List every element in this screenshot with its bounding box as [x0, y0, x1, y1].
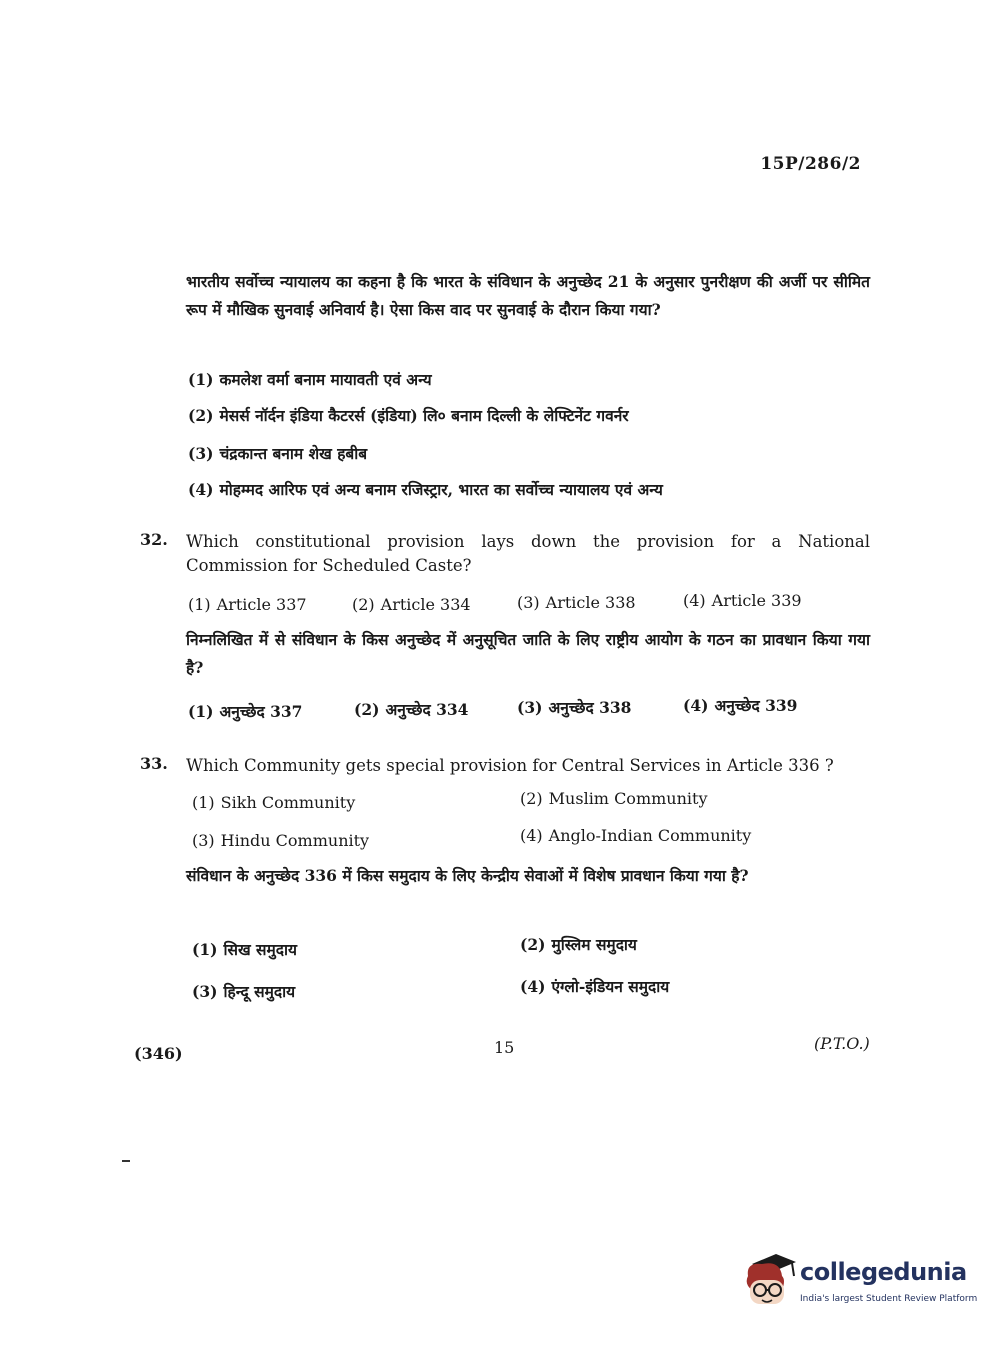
mascot-icon	[742, 1250, 798, 1314]
q31-option-4: (4) मोहम्मद आरिफ एवं अन्य बनाम रजिस्ट्रार, भारत का सर्वोच्च न्यायालय एवं अन्य	[188, 480, 663, 499]
q32-en-option-1: (1) Article 337	[188, 595, 307, 614]
question-32-hindi	[186, 626, 870, 682]
q31-option-3: (3) चंद्रकान्त बनाम शेख हबीब	[188, 444, 368, 463]
question-33-hi-text: संविधान के अनुच्छेद 336 में किस समुदाय के लिए केन्द्रीय सेवाओं में विशेष प्रावधान किया गया है?	[186, 866, 749, 885]
page-number: 15	[494, 1038, 515, 1057]
q33-hi-option-1: (1) सिख समुदाय	[192, 940, 298, 959]
question-33-en-text: Which Community gets special provision for Central Services in Article 336 ?	[186, 756, 834, 775]
question-32-number: 32.	[140, 530, 168, 549]
pto-label: (P.T.O.)	[814, 1034, 870, 1053]
q32-en-option-2: (2) Article 334	[352, 595, 471, 614]
q33-hi-option-3: (3) हिन्दू समुदाय	[192, 982, 296, 1001]
q33-hi-option-2: (2) मुस्लिम समुदाय	[520, 935, 637, 954]
question-33-hindi	[186, 862, 870, 890]
q33-en-option-2: (2) Muslim Community	[520, 789, 708, 808]
logo-tagline: India's largest Student Review Platform	[800, 1294, 978, 1304]
q32-en-option-4: (4) Article 339	[683, 591, 802, 610]
collegedunia-logo	[742, 1250, 978, 1314]
logo-name: collegedunia	[800, 1258, 967, 1286]
q32-hi-option-3: (3) अनुच्छेद 338	[517, 698, 632, 717]
q32-en-option-3: (3) Article 338	[517, 593, 636, 612]
q33-en-option-4: (4) Anglo-Indian Community	[520, 826, 752, 845]
footer-code: (346)	[134, 1044, 183, 1063]
q32-hi-option-1: (1) अनुच्छेद 337	[188, 702, 303, 721]
q33-en-option-3: (3) Hindu Community	[192, 831, 370, 850]
q32-hi-option-2: (2) अनुच्छेद 334	[354, 700, 469, 719]
q33-hi-option-4: (4) एंग्लो-इंडियन समुदाय	[520, 977, 670, 996]
question-31	[186, 268, 870, 324]
paper-code: 15P/286/2	[760, 154, 861, 174]
q31-option-2: (2) मेसर्स नॉर्दन इंडिया कैटरर्स (इंडिया) लि० बनाम दिल्ली के लेफ्टिनेंट गवर्नर	[188, 406, 629, 425]
question-31-text: भारतीय सर्वोच्च न्यायालय का कहना है कि भारत के संविधान के अनुच्छेद 21 के अनुसार पुनरीक्षण की अर्जी पर सीमित रूप में मौखिक सुनवाई अनिवार्य है। ऐसा किस वाद पर सुनवाई के दौरान किया गया?	[186, 272, 870, 319]
scan-mark	[122, 1160, 130, 1162]
question-33-number: 33.	[140, 754, 168, 773]
q32-hi-option-4: (4) अनुच्छेद 339	[683, 696, 798, 715]
q33-en-option-1: (1) Sikh Community	[192, 793, 356, 812]
question-33	[140, 754, 870, 778]
question-32-en-text: Which constitutional provision lays down the provision for a National Commission for Scheduled Caste?	[186, 532, 870, 575]
question-32	[140, 530, 870, 578]
q31-option-1: (1) कमलेश वर्मा बनाम मायावती एवं अन्य	[188, 370, 432, 389]
question-32-hi-text: निम्नलिखित में से संविधान के किस अनुच्छेद में अनुसूचित जाति के लिए राष्ट्रीय आयोग के गठन का प्रावधान किया गया है?	[186, 630, 870, 677]
